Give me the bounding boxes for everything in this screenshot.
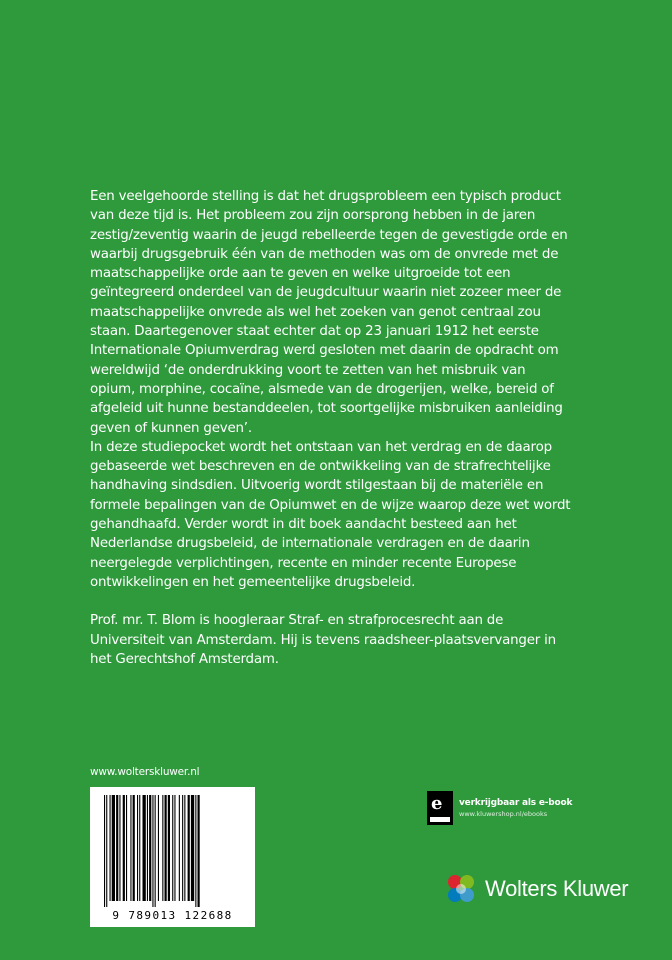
author-bio: Prof. mr. T. Blom is hoogleraar Straf- en strafprocesrecht aan de Universiteit van Amsterdam. Hij is tevens raadsheer-plaatsvervanger in het Gerechtshof Amsterdam. [90,613,556,667]
publisher-name: Wolters Kluwer [485,876,629,901]
blurb-paragraph-1: Een veelgehoorde stelling is dat het drugsprobleem een typisch product van deze tijd is. Het probleem zou zijn oorsprong hebben in de jaren zestig/zeventig waarin de jeugd rebelleerde tegen de gevestigde orde en waarbij drugsgebruik één van de methoden was om de onvrede met de maatschappelijke orde aan te geven en welke uitgroeide tot een geïntegreerd onderdeel van de jeugdcultuur waarin niet zozeer meer de maatschappelijke onvrede als wel het zoeken van genot centraal zou staan. Daartegenover staat echter dat op 23 januari 1912 het eerste Internationale Opiumverdrag werd gesloten met daarin de opdracht om wereldwijd ‘de onderdrukking voort te zetten van het misbruik van opium, morphine, cocaïne, alsmede van de drogerijen, welke, bereid of afgeleid uit hunne bestanddeelen, tot soortgelijke misbruiken aanleiding geven of kunnen geven’. [90,189,568,436]
wolters-kluwer-logo-icon [444,872,478,906]
blurb-paragraph-2: In deze studiepocket wordt het ontstaan van het verdrag en de daarop gebaseerde wet beschreven en de ontwikkeling van de strafrechtelijke handhaving sindsdien. Uitvoerig wordt stilgestaan bij de materiële en formele bepalingen van de Opiumwet en de wijze waarop deze wet wordt gehandhaafd. Verder wordt in dit boek aandacht besteed aan het Nederlandse drugsbeleid, de internationale verdragen en de daarin neergelegde verplichtingen, recente en minder recente Europese ontwikkelingen en het gemeentelijke drugsbeleid. [90,439,571,590]
ebook-label: verkrijgbaar als e-book [459,798,573,808]
ebook-url: www.kluwershop.nl/ebooks [459,810,548,818]
publisher-website: www.wolterskluwer.nl [90,766,200,778]
ebook-badge [427,790,572,826]
back-cover-blurb [90,187,572,669]
barcode-bars [90,787,255,909]
isbn-barcode [90,787,255,927]
barcode-digits: 9 789013 122688 [112,909,233,922]
publisher-logo [444,872,628,906]
ebook-icon: e [427,791,453,825]
